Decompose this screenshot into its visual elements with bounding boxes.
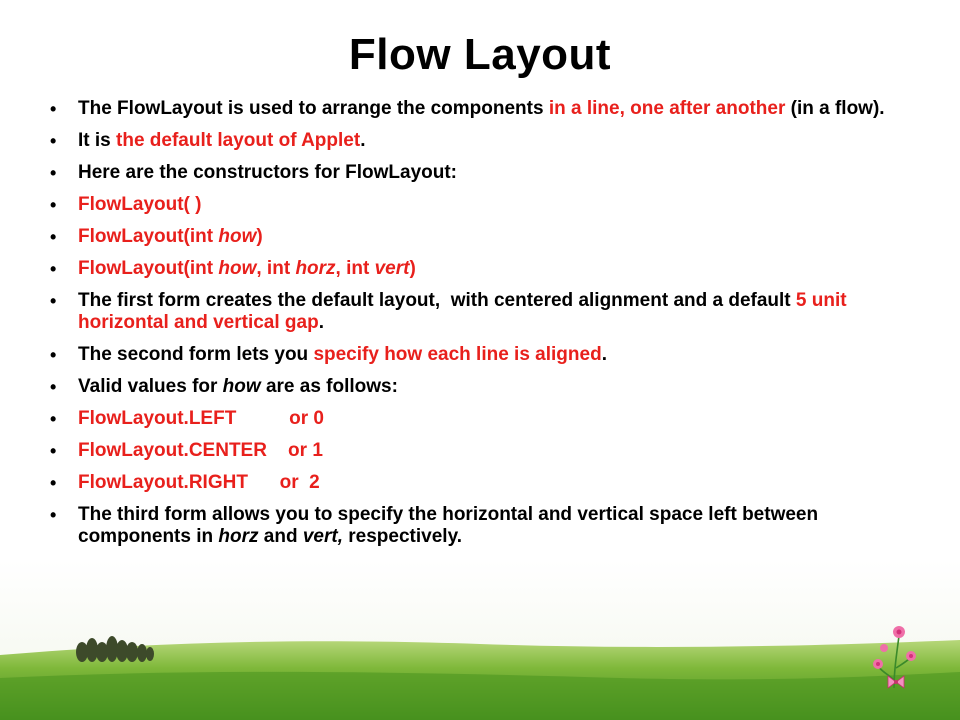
bullet-text-segment: , int bbox=[335, 258, 375, 279]
bullet-text-segment: Here are the constructors for FlowLayout: bbox=[78, 162, 458, 183]
slide-title: Flow Layout bbox=[348, 30, 612, 79]
bullet-text-segment: Valid values for bbox=[78, 376, 223, 397]
bullet-text-segment: horz bbox=[218, 526, 259, 547]
bullet-text-segment: . bbox=[318, 312, 324, 333]
bullet-item bbox=[48, 194, 888, 216]
bullet-text-segment: horz bbox=[295, 258, 336, 279]
bullet-text-segment: The FlowLayout is used to arrange the components bbox=[78, 98, 549, 119]
bullet-text-segment: , int bbox=[256, 258, 296, 279]
grass-field-with-trees-icon bbox=[0, 560, 960, 720]
bullet-item bbox=[48, 408, 888, 430]
bullet-item bbox=[48, 376, 888, 398]
bullet-item bbox=[48, 130, 888, 152]
bullet-text-segment: how bbox=[218, 258, 257, 279]
bullet-text-segment: how bbox=[222, 376, 261, 397]
bullet-text-segment: the default layout of Applet bbox=[116, 130, 361, 151]
bullet-item bbox=[48, 258, 888, 280]
bullet-text-segment: vert, bbox=[302, 526, 343, 547]
bullet-list bbox=[48, 98, 888, 558]
bullet-text-segment: respectively. bbox=[343, 526, 463, 547]
bullet-text-segment: in a line, one after another bbox=[548, 98, 786, 119]
bullet-text-segment: FlowLayout(int bbox=[78, 226, 219, 247]
bullet-text-segment: are as follows: bbox=[260, 376, 398, 397]
bullet-text-segment: ) bbox=[409, 258, 416, 279]
bullet-text-segment: (in a flow). bbox=[785, 98, 885, 119]
bullet-item bbox=[48, 504, 888, 548]
bullet-text-segment: FlowLayout.RIGHT or 2 bbox=[78, 472, 320, 493]
bullet-text-segment: 5 unit horizontal and vertical gap bbox=[78, 290, 852, 333]
bullet-item bbox=[48, 290, 888, 334]
bullet-text-segment: FlowLayout( ) bbox=[78, 194, 202, 215]
pink-flower-icon bbox=[866, 618, 922, 692]
bullet-text-segment: The third form allows you to specify the horizontal and vertical space left between components in bbox=[78, 504, 824, 547]
bullet-item bbox=[48, 162, 888, 184]
bullet-item bbox=[48, 344, 888, 366]
bullet-text-segment: ) bbox=[256, 226, 263, 247]
bullet-text-segment: The second form lets you bbox=[78, 344, 314, 365]
bullet-text-segment: how bbox=[218, 226, 257, 247]
bullet-item bbox=[48, 472, 888, 494]
bullet-item bbox=[48, 226, 888, 248]
bullet-text-segment: and bbox=[258, 526, 303, 547]
bullet-text-segment: . bbox=[601, 344, 607, 365]
bullet-item bbox=[48, 440, 888, 462]
bullet-text-segment: vert bbox=[374, 258, 410, 279]
bullet-text-segment: FlowLayout.CENTER or 1 bbox=[78, 440, 323, 461]
bullet-item bbox=[48, 98, 888, 120]
bullet-text-segment: FlowLayout(int bbox=[78, 258, 219, 279]
bullet-text-segment: FlowLayout.LEFT or 0 bbox=[78, 408, 324, 429]
bullet-text-segment: The first form creates the default layout, with centered alignment and a default bbox=[78, 290, 796, 311]
bullet-text-segment: It is bbox=[78, 130, 117, 151]
bullet-text-segment: . bbox=[360, 130, 366, 151]
bullet-text-segment: specify how each line is aligned bbox=[313, 344, 602, 365]
